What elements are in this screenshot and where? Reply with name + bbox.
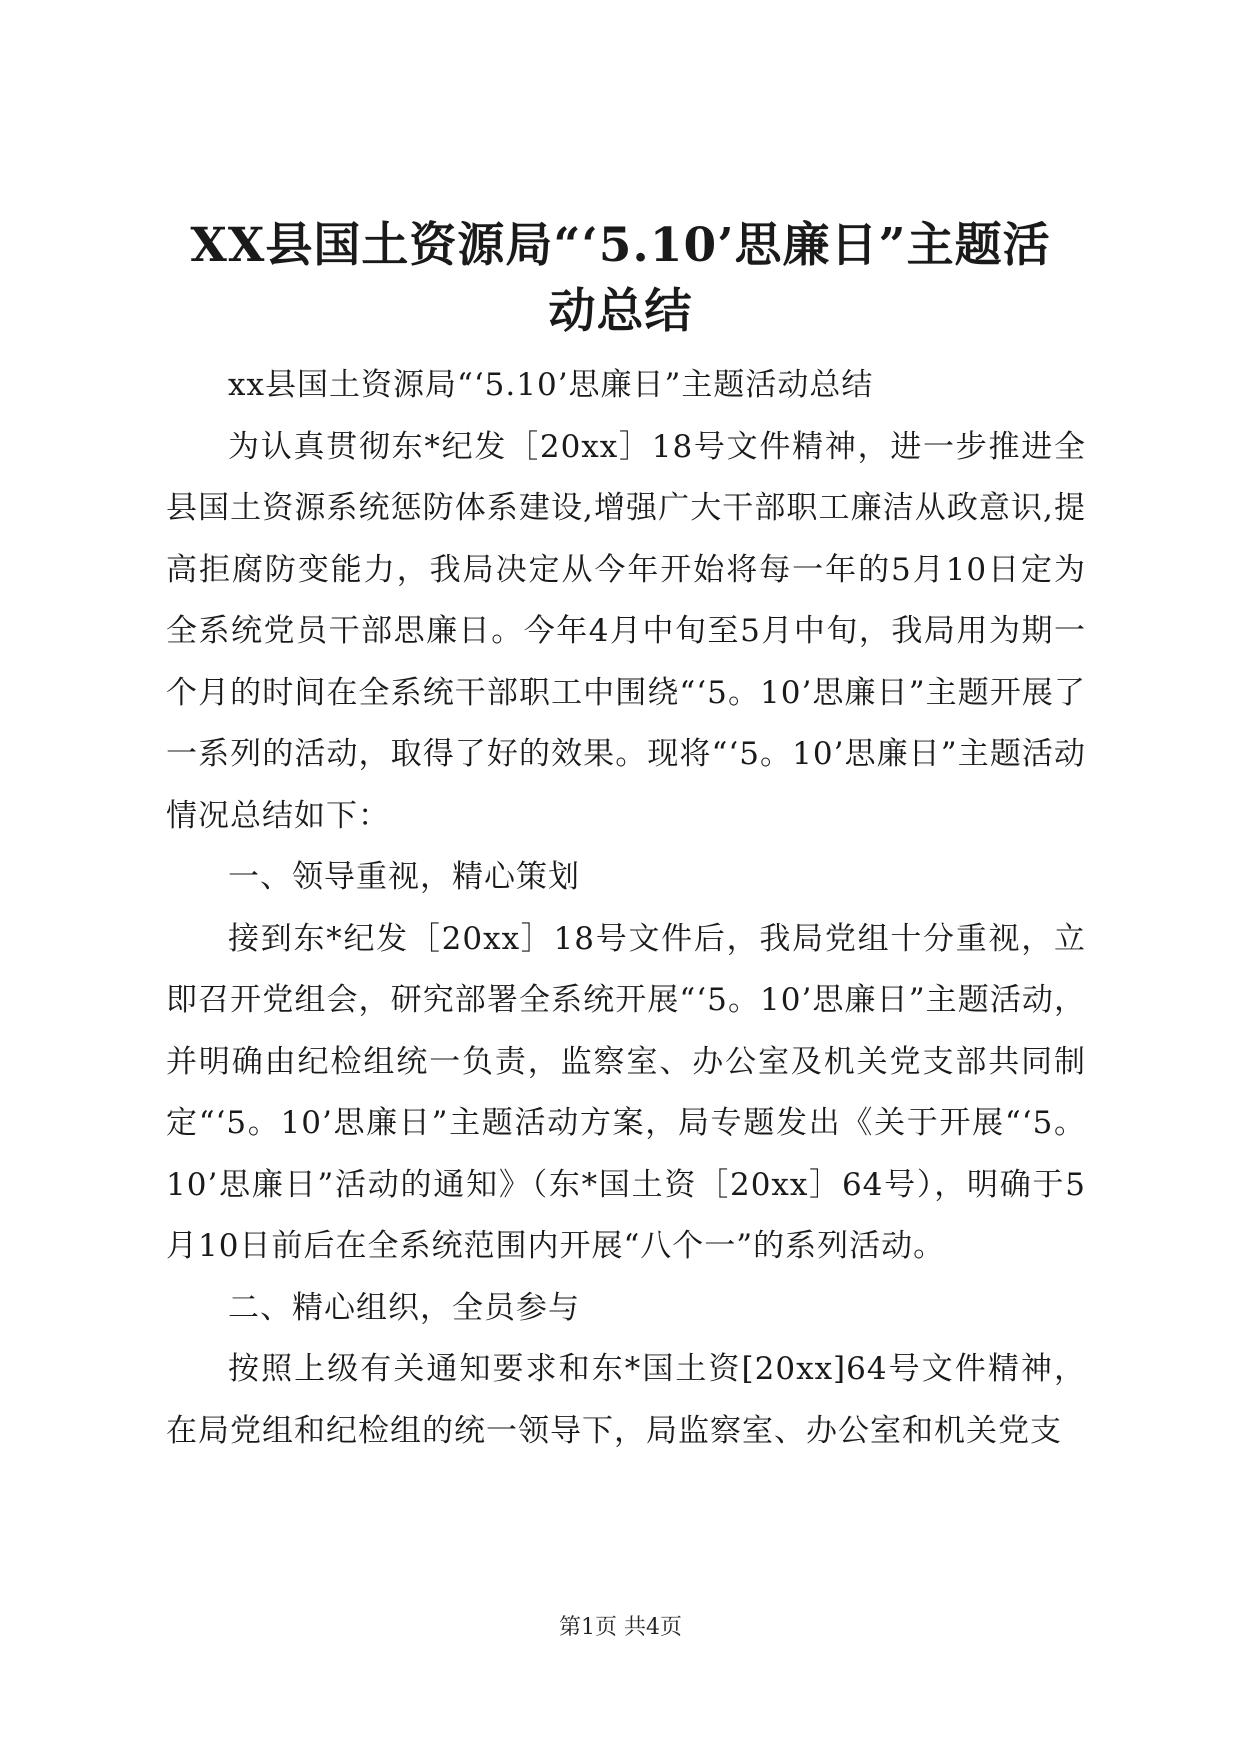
subtitle-paragraph: xx县国土资源局“‘5.10’思廉日”主题活动总结 — [228, 367, 874, 403]
page-footer: 第1页 共4页 — [559, 1615, 682, 1640]
section-heading-1: 一、领导重视，精心策划 — [228, 859, 580, 895]
section-2-paragraph: 按照上级有关通知要求和东*国土资[20xx]64号文件精神，在局党组和纪检组的统一领导下，局监察室、办公室和机关党支 — [166, 1351, 1086, 1449]
intro-paragraph: 为认真贯彻东*纪发［20xx］18号文件精神，进一步推进全县国土资源系统惩防体系建设,增强广大干部职工廉洁从政意识,提高拒腐防变能力，我局决定从今年开始将每一年的5月10日定为全系统党员干部思廉日。今年4月中旬至5月中旬，我局用为期一个月的时间在全系统干部职工中围绕“‘5。10’思廉日”主题开展了一系列的活动，取得了好的效果。现将“‘5。10’思廉日”主题活动情况总结如下： — [166, 428, 1086, 834]
section-heading-2: 二、精心组织，全员参与 — [228, 1289, 580, 1326]
title-line-2: 动总结 — [548, 284, 693, 339]
title-line-1: XX县国土资源局“‘5.10’思廉日”主题活 — [190, 218, 1051, 273]
section-1-paragraph: 接到东*纪发［20xx］18号文件后，我局党组十分重视，立即召开党组会，研究部署全系统开展“‘5。10’思廉日”主题活动，并明确由纪检组统一负责，监察室、办公室及机关党支部共同制定“‘5。10’思廉日”主题活动方案，局专题发出《关于开展“‘5。10’思廉日”活动的通知》（东*国土资［20xx］64号），明确于5月10日前后在全系统范围内开展“八个一”的系列活动。 — [166, 920, 1086, 1264]
document-title — [0, 213, 1241, 345]
document-body — [166, 355, 1086, 1462]
